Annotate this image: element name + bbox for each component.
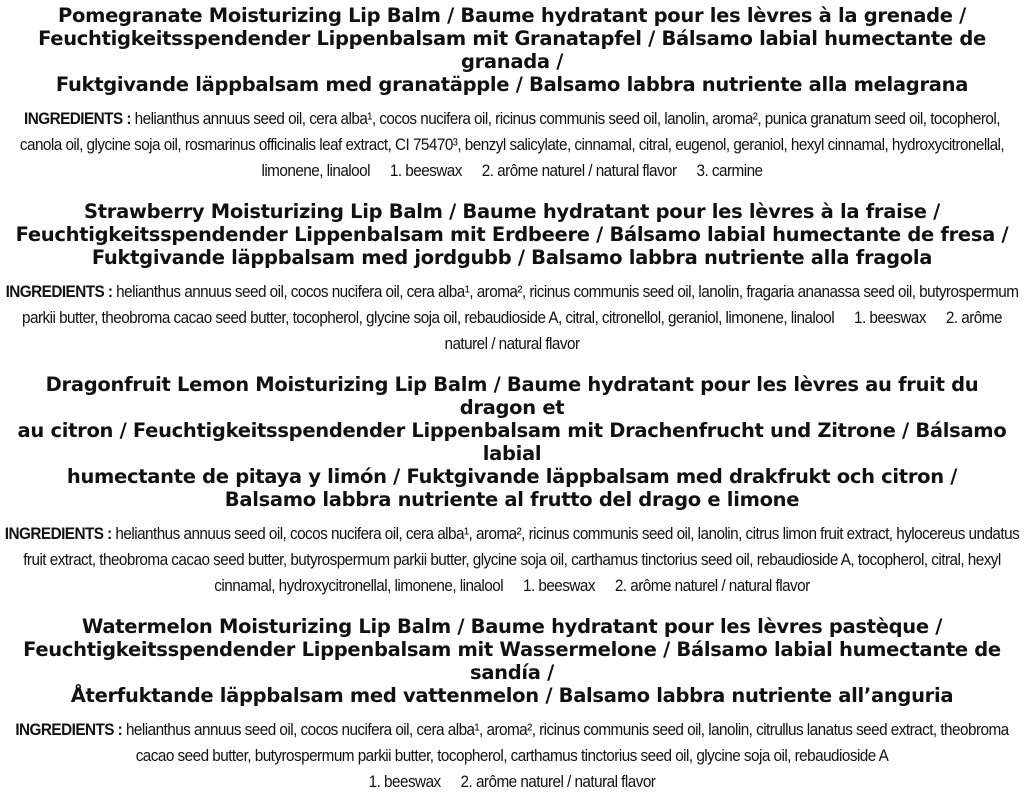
footnote: 2. arôme naturel / natural flavor (614, 576, 810, 595)
ingredients-label: INGREDIENTS : (4, 524, 112, 543)
footnote: 3. carmine (696, 161, 763, 180)
title-line: Dragonfruit Lemon Moisturizing Lip Balm / Baume hydratant pour les lèvres au fruit du dragon et (45, 373, 979, 419)
ingredients-text: helianthus annuus seed oil, cocos nucifera oil, cera alba¹, aroma², ricinus communis seed oil, lanolin, citrullus lanatus seed extract, theobroma cacao seed butter, butyrospermum parkii butter, tocopherol, carthamus tinctorius seed oil, glycine soja oil, rebaudioside A (125, 720, 1009, 765)
product-title (6, 200, 1018, 269)
footnote: 1. beeswax (522, 576, 595, 595)
ingredients-label: INGREDIENTS : (5, 282, 113, 301)
title-line: au citron / Feuchtigkeitsspendender Lippenbalsam mit Drachenfrucht und Zitrone / Bálsamo labial (17, 419, 1007, 465)
ingredients-text: helianthus annuus seed oil, cera alba¹, cocos nucifera oil, ricinus communis seed oil, lanolin, aroma², punica granatum seed oil, tocopherol, canola oil, glycine soja oil, rosmarinus officinalis leaf extract, CI 75470³, benzyl salicylate, cinnamal, citral, eugenol, geraniol, hexyl cinnamal, hydroxycitronellal, limonene, linalool (19, 109, 1005, 180)
ingredients-list (3, 521, 1022, 599)
title-line: Feuchtigkeitsspendender Lippenbalsam mit Granatapfel / Bálsamo labial humectante de granada / (38, 27, 986, 73)
ingredients-list (3, 279, 1022, 357)
product-title (6, 615, 1018, 707)
title-line: Feuchtigkeitsspendender Lippenbalsam mit Erdbeere / Bálsamo labial humectante de fresa / (15, 223, 1009, 246)
footnote: 1. beeswax (389, 161, 462, 180)
ingredients-text: helianthus annuus seed oil, cocos nucifera oil, cera alba¹, aroma², ricinus communis seed oil, lanolin, citrus limon fruit extract, hylocereus undatus fruit extract, theobroma cacao seed butter, butyrospermum parkii butter, glycine soja oil, carthamus tinctorius seed oil, rebaudioside A, tocopherol, citral, hexyl cinnamal, hydroxycitronellal, limonene, linalool (23, 524, 1020, 595)
title-line: humectante de pitaya y limón / Fuktgivande läppbalsam med drakfrukt och citron / (66, 465, 958, 488)
ingredients-label: INGREDIENTS : (24, 109, 131, 128)
title-line: Pomegranate Moisturizing Lip Balm / Baume hydratant pour les lèvres à la grenade / (58, 4, 966, 27)
footnote: 2. arôme naturel / natural flavor (481, 161, 677, 180)
title-line: Strawberry Moisturizing Lip Balm / Baume hydratant pour les lèvres à la fraise / (83, 200, 941, 223)
product-title (6, 4, 1018, 96)
ingredients-list (3, 717, 1022, 795)
ingredients-list (3, 106, 1022, 184)
ingredients-label: INGREDIENTS : (15, 720, 123, 739)
footnote: 2. arôme naturel / natural flavor (444, 308, 1002, 353)
product-title (6, 373, 1018, 511)
title-line: Watermelon Moisturizing Lip Balm / Baume hydratant pour les lèvres pastèque / (81, 615, 943, 638)
product-pomegranate (6, 4, 1018, 184)
title-line: Feuchtigkeitsspendender Lippenbalsam mit Wassermelone / Bálsamo labial humectante de sandía / (23, 638, 1001, 684)
title-line: Fuktgivande läppbalsam med jordgubb / Balsamo labbra nutriente alla fragola (91, 246, 933, 269)
title-line: Fuktgivande läppbalsam med granatäpple / Balsamo labbra nutriente alla melagrana (55, 73, 969, 96)
footnote: 1. beeswax (368, 772, 441, 791)
ingredients-text: helianthus annuus seed oil, cocos nucifera oil, cera alba¹, aroma², ricinus communis seed oil, lanolin, fragaria ananassa seed oil, butyrospermum parkii butter, theobroma cacao seed butter, tocopherol, glycine soja oil, rebaudioside A, citral, citronellol, geraniol, limonene, linalool (22, 282, 1019, 327)
title-line: Återfuktande läppbalsam med vattenmelon / Balsamo labbra nutriente all’anguria (70, 684, 954, 707)
product-watermelon (6, 615, 1018, 795)
product-dragonfruit-lemon (6, 373, 1018, 599)
footnote: 1. beeswax (853, 308, 926, 327)
title-line: Balsamo labbra nutriente al frutto del drago e limone (224, 488, 800, 511)
product-strawberry (6, 200, 1018, 357)
footnote: 2. arôme naturel / natural flavor (460, 772, 656, 791)
